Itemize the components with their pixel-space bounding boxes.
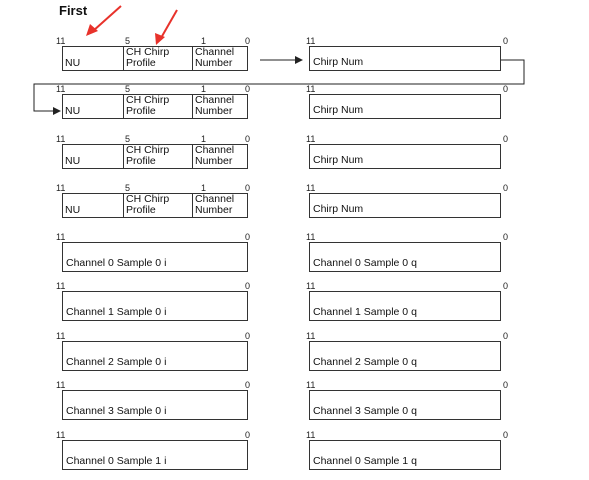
bit-index-label: 0 (245, 232, 251, 242)
bit-index-label: 0 (245, 430, 251, 440)
bit-index-label: 0 (245, 36, 251, 46)
field-nu-label: NU (65, 105, 81, 117)
bit-index-label: 5 (125, 134, 131, 144)
field-channel-number-label: Channel Number (195, 94, 235, 117)
bit-index-label: 11 (306, 36, 316, 46)
field-cell (63, 145, 123, 168)
bit-index-label: 11 (56, 134, 66, 144)
bit-index-label: 5 (125, 183, 131, 193)
bit-index-label: 11 (306, 281, 316, 291)
sample-i-box (62, 341, 248, 371)
bit-index-label: 0 (503, 331, 509, 341)
field-cell (123, 145, 192, 168)
sample-q-box (309, 291, 501, 321)
bit-index-label: 11 (56, 84, 66, 94)
sample-i-box (62, 291, 248, 321)
field-nu-label: NU (65, 204, 81, 216)
sample-q-box (309, 440, 501, 470)
field-cell (123, 194, 192, 217)
bit-index-label: 0 (245, 380, 251, 390)
header-field-box (62, 193, 248, 218)
bit-index-label: 11 (56, 183, 66, 193)
sample-q-box (309, 341, 501, 371)
bit-index-label: 11 (56, 380, 66, 390)
field-channel-number-label: Channel Number (195, 144, 235, 167)
bit-index-label: 0 (245, 281, 251, 291)
sample-q-label: Channel 1 Sample 0 q (313, 306, 417, 318)
bit-index-label: 5 (125, 36, 131, 46)
field-cell (63, 47, 123, 70)
field-chirp-profile-label: CH Chirp Profile (126, 144, 170, 167)
bit-index-label: 0 (503, 430, 509, 440)
sample-i-label: Channel 0 Sample 0 i (66, 257, 167, 269)
sample-q-label: Channel 0 Sample 0 q (313, 257, 417, 269)
bit-index-label: 11 (306, 183, 316, 193)
sample-q-label: Channel 3 Sample 0 q (313, 405, 417, 417)
field-cell (63, 194, 123, 217)
diagram-title: First (59, 3, 88, 18)
field-cell (192, 47, 249, 70)
chirp-num-box (309, 193, 501, 218)
bit-index-label: 0 (245, 84, 251, 94)
chirp-num-box (309, 46, 501, 71)
field-channel-number-label: Channel Number (195, 193, 235, 216)
field-chirp-profile-label: CH Chirp Profile (126, 46, 170, 69)
sample-i-box (62, 242, 248, 272)
bit-index-label: 1 (201, 183, 207, 193)
chirp-num-label: Chirp Num (313, 203, 364, 215)
field-cell (63, 95, 123, 118)
bit-index-label: 0 (503, 380, 509, 390)
field-nu-label: NU (65, 57, 81, 69)
header-field-box (62, 46, 248, 71)
bit-index-label: 5 (125, 84, 131, 94)
chirp-num-label: Chirp Num (313, 104, 364, 116)
chirp-num-label: Chirp Num (313, 154, 364, 166)
bit-index-label: 0 (503, 281, 509, 291)
bit-index-label: 11 (56, 430, 66, 440)
sample-i-label: Channel 3 Sample 0 i (66, 405, 167, 417)
bit-index-label: 11 (306, 331, 316, 341)
bit-index-label: 1 (201, 84, 207, 94)
sample-i-label: Channel 2 Sample 0 i (66, 356, 167, 368)
sample-q-label: Channel 2 Sample 0 q (313, 356, 417, 368)
field-cell (123, 95, 192, 118)
bit-index-label: 11 (306, 430, 316, 440)
bit-index-label: 11 (56, 36, 66, 46)
sample-q-box (309, 390, 501, 420)
sample-i-box (62, 390, 248, 420)
field-chirp-profile-label: CH Chirp Profile (126, 193, 170, 216)
bit-index-label: 11 (306, 134, 316, 144)
bit-index-label: 0 (503, 183, 509, 193)
chirp-num-box (309, 94, 501, 119)
chirp-num-label: Chirp Num (313, 56, 364, 68)
field-cell (192, 145, 249, 168)
bit-index-label: 11 (306, 84, 316, 94)
field-chirp-profile-label: CH Chirp Profile (126, 94, 170, 117)
bit-index-label: 11 (56, 232, 66, 242)
bit-index-label: 0 (245, 134, 251, 144)
sample-i-label: Channel 1 Sample 0 i (66, 306, 167, 318)
header-field-box (62, 94, 248, 119)
field-cell (123, 47, 192, 70)
bit-index-label: 0 (503, 84, 509, 94)
bit-index-label: 0 (245, 183, 251, 193)
sample-i-label: Channel 0 Sample 1 i (66, 455, 167, 467)
bit-index-label: 1 (201, 134, 207, 144)
bit-index-label: 11 (56, 331, 66, 341)
field-cell (192, 95, 249, 118)
field-channel-number-label: Channel Number (195, 46, 235, 69)
bit-index-label: 0 (503, 36, 509, 46)
header-field-box (62, 144, 248, 169)
bit-index-label: 1 (201, 36, 207, 46)
sample-i-box (62, 440, 248, 470)
field-nu-label: NU (65, 155, 81, 167)
bit-index-label: 11 (56, 281, 66, 291)
bit-index-label: 11 (306, 380, 316, 390)
bit-index-label: 0 (503, 134, 509, 144)
sample-q-box (309, 242, 501, 272)
chirp-num-box (309, 144, 501, 169)
bit-index-label: 0 (245, 331, 251, 341)
field-cell (192, 194, 249, 217)
bit-index-label: 11 (306, 232, 316, 242)
bit-index-label: 0 (503, 232, 509, 242)
sample-q-label: Channel 0 Sample 1 q (313, 455, 417, 467)
